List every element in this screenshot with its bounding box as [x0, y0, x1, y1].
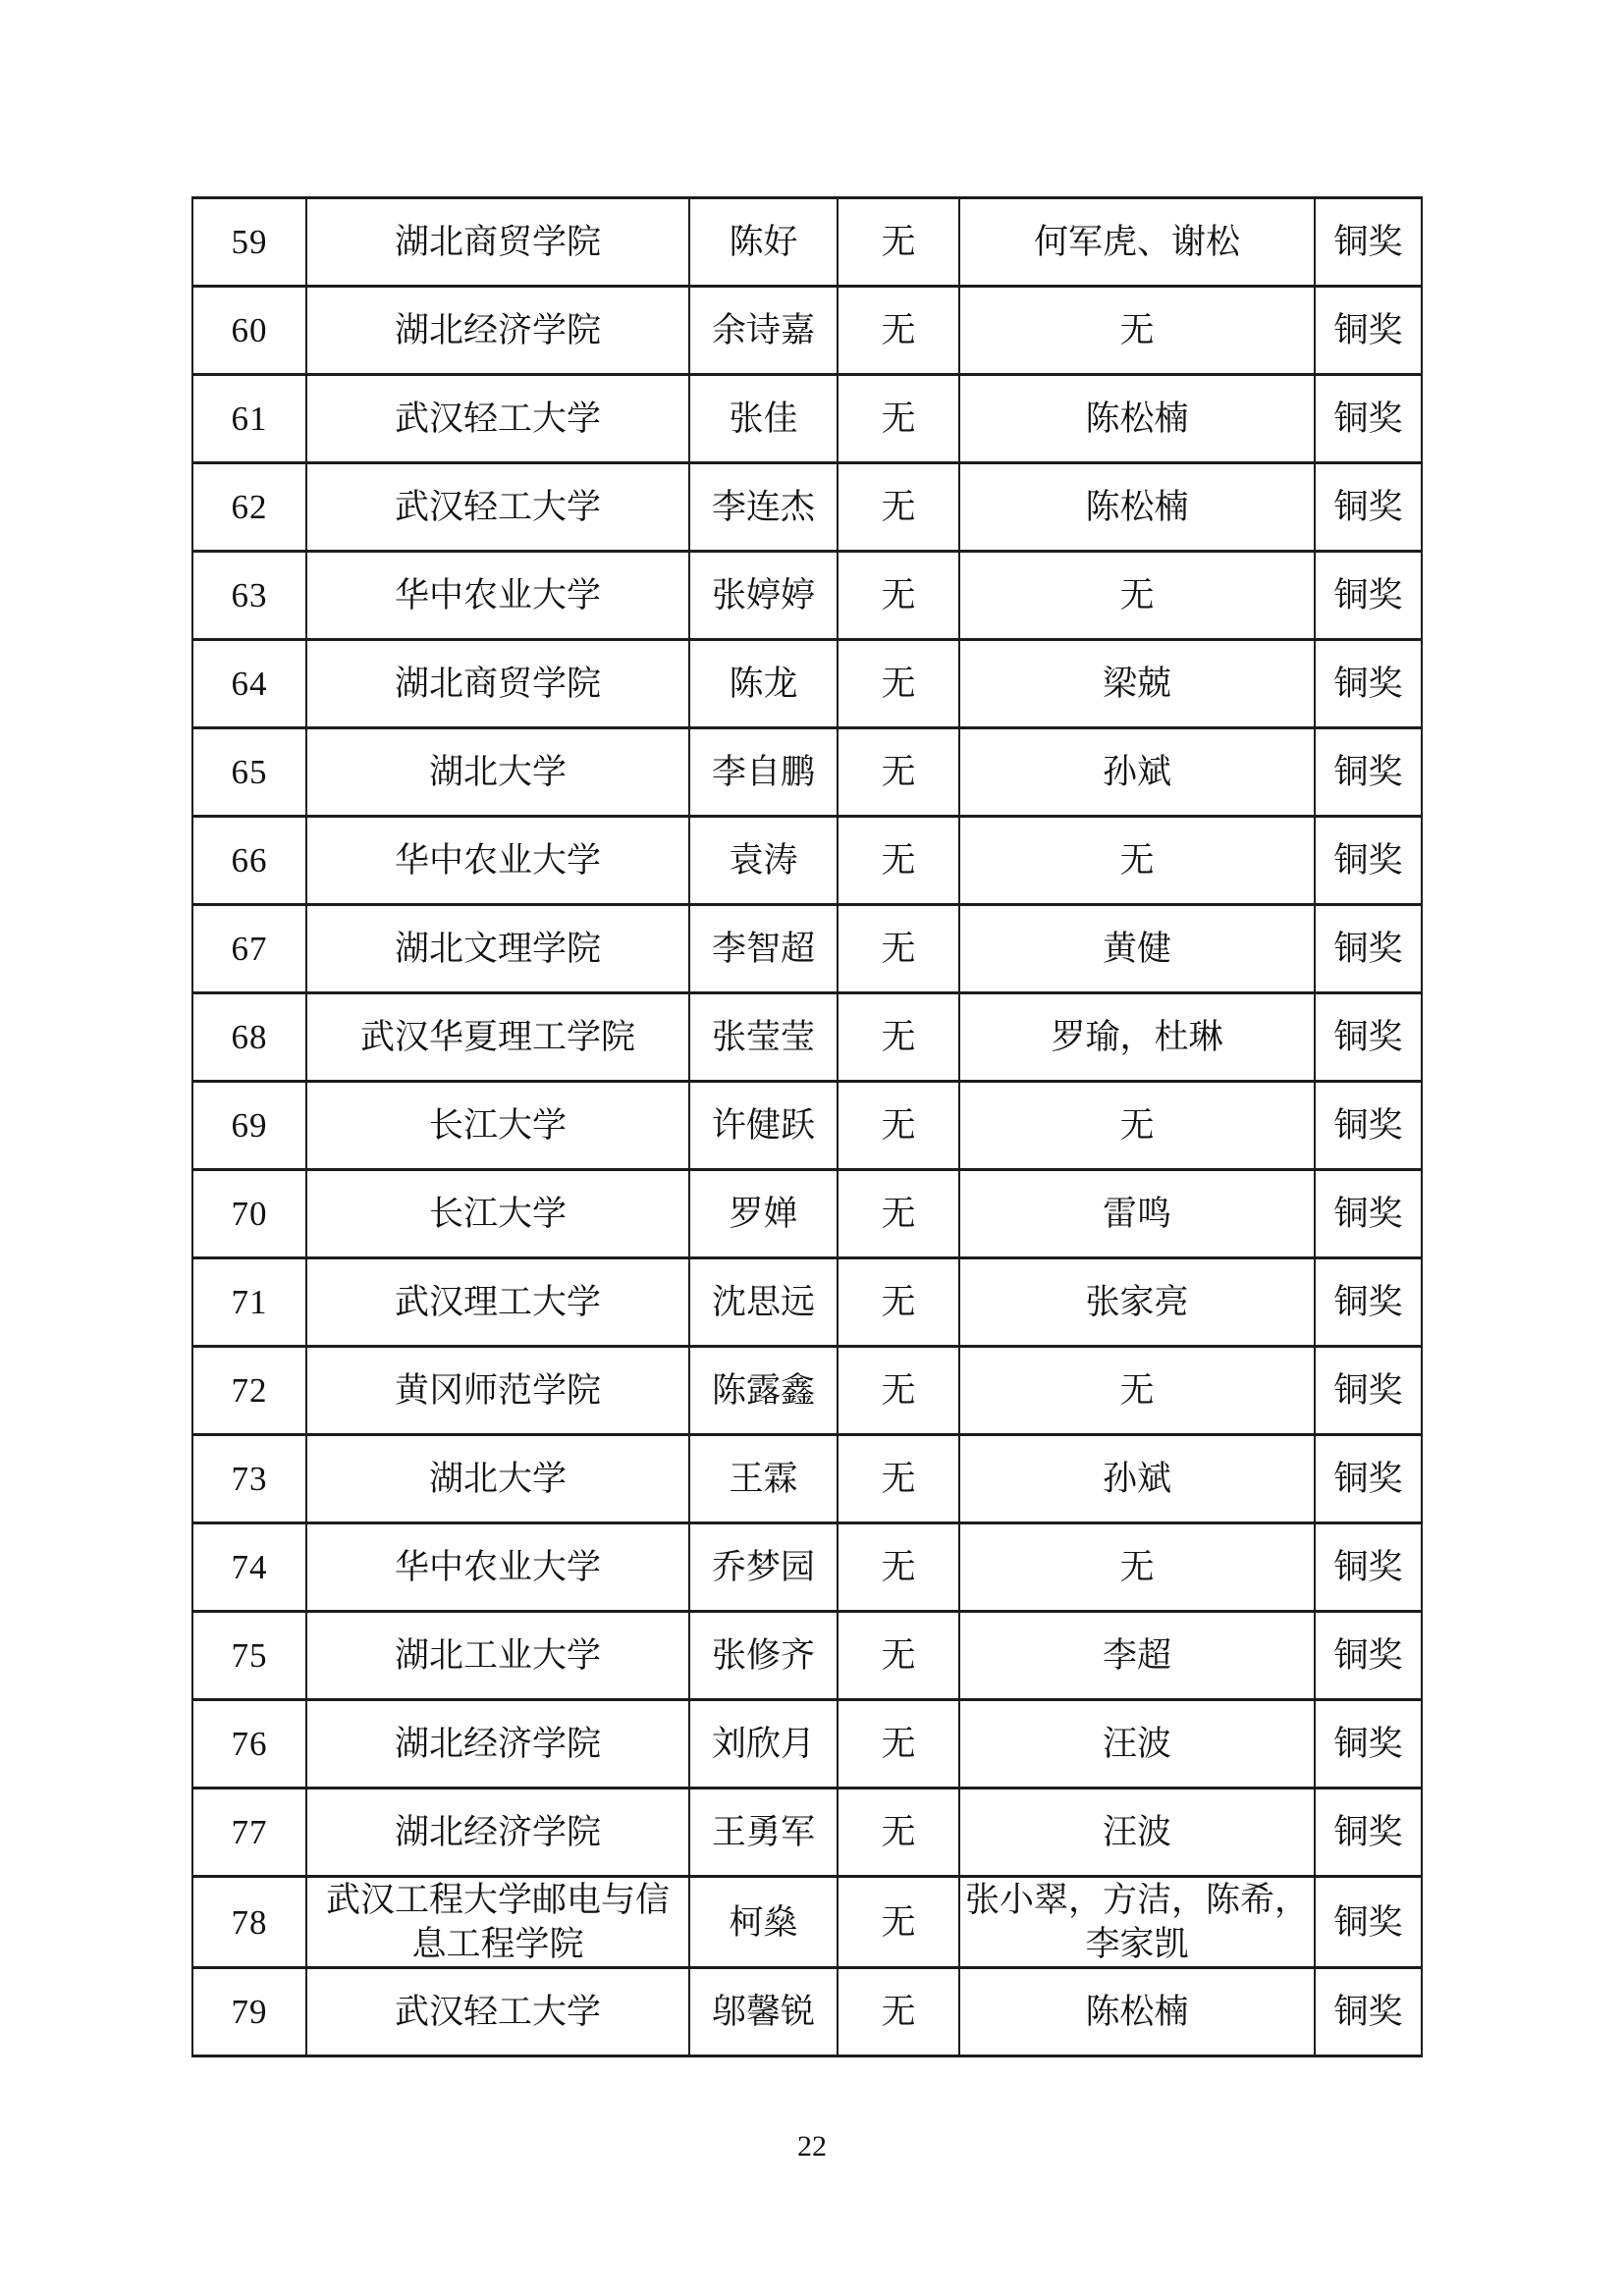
- cell-no: 69: [192, 1082, 306, 1170]
- award-table-body: [192, 198, 1422, 2056]
- cell-name: 张婷婷: [689, 552, 838, 640]
- cell-collab: 无: [959, 287, 1315, 375]
- cell-collab: 何军虎、谢松: [959, 198, 1315, 287]
- cell-name: 余诗嘉: [689, 287, 838, 375]
- cell-none: 无: [838, 640, 959, 728]
- table-row: [192, 640, 1422, 728]
- cell-award: 铜奖: [1315, 1612, 1422, 1700]
- cell-award: 铜奖: [1315, 1435, 1422, 1523]
- table-row: [192, 1523, 1422, 1612]
- table-row: [192, 1789, 1422, 1877]
- table-row: [192, 1082, 1422, 1170]
- cell-collab: 孙斌: [959, 728, 1315, 817]
- table-row: [192, 1700, 1422, 1789]
- award-table: [191, 196, 1423, 2057]
- cell-award: 铜奖: [1315, 1082, 1422, 1170]
- cell-award: 铜奖: [1315, 993, 1422, 1082]
- table-row: [192, 1347, 1422, 1435]
- cell-name: 张佳: [689, 375, 838, 463]
- cell-collab: 陈松楠: [959, 463, 1315, 552]
- cell-no: 67: [192, 905, 306, 993]
- cell-no: 62: [192, 463, 306, 552]
- cell-award: 铜奖: [1315, 1877, 1422, 1968]
- cell-award: 铜奖: [1315, 198, 1422, 287]
- cell-name: 李连杰: [689, 463, 838, 552]
- table-row: [192, 993, 1422, 1082]
- page-number: 22: [797, 2130, 827, 2163]
- cell-no: 68: [192, 993, 306, 1082]
- cell-award: 铜奖: [1315, 1170, 1422, 1258]
- cell-none: 无: [838, 1789, 959, 1877]
- cell-school: 武汉理工大学: [306, 1258, 689, 1347]
- cell-no: 72: [192, 1347, 306, 1435]
- cell-school: 湖北大学: [306, 1435, 689, 1523]
- cell-name: 张修齐: [689, 1612, 838, 1700]
- cell-none: 无: [838, 728, 959, 817]
- cell-award: 铜奖: [1315, 1700, 1422, 1789]
- cell-name: 陈露鑫: [689, 1347, 838, 1435]
- cell-award: 铜奖: [1315, 817, 1422, 905]
- cell-award: 铜奖: [1315, 1523, 1422, 1612]
- cell-school: 长江大学: [306, 1082, 689, 1170]
- cell-collab: 无: [959, 817, 1315, 905]
- cell-no: 64: [192, 640, 306, 728]
- table-row: [192, 1170, 1422, 1258]
- cell-award: 铜奖: [1315, 1789, 1422, 1877]
- cell-no: 65: [192, 728, 306, 817]
- cell-school: 长江大学: [306, 1170, 689, 1258]
- cell-school: 武汉轻工大学: [306, 375, 689, 463]
- table-row: [192, 1258, 1422, 1347]
- table-row: [192, 1435, 1422, 1523]
- cell-collab: 黄健: [959, 905, 1315, 993]
- cell-collab: 梁兢: [959, 640, 1315, 728]
- cell-none: 无: [838, 1435, 959, 1523]
- cell-none: 无: [838, 1082, 959, 1170]
- cell-award: 铜奖: [1315, 287, 1422, 375]
- cell-award: 铜奖: [1315, 552, 1422, 640]
- cell-no: 61: [192, 375, 306, 463]
- cell-award: 铜奖: [1315, 1258, 1422, 1347]
- cell-name: 袁涛: [689, 817, 838, 905]
- cell-collab: 汪波: [959, 1789, 1315, 1877]
- cell-school: 湖北经济学院: [306, 1789, 689, 1877]
- cell-school: 华中农业大学: [306, 1523, 689, 1612]
- cell-school: 武汉轻工大学: [306, 463, 689, 552]
- cell-collab: 无: [959, 1523, 1315, 1612]
- cell-none: 无: [838, 1170, 959, 1258]
- cell-school: 武汉华夏理工学院: [306, 993, 689, 1082]
- cell-collab: 张家亮: [959, 1258, 1315, 1347]
- cell-collab: 罗瑜，杜琳: [959, 993, 1315, 1082]
- cell-none: 无: [838, 993, 959, 1082]
- cell-name: 罗婵: [689, 1170, 838, 1258]
- cell-no: 70: [192, 1170, 306, 1258]
- cell-name: 邬馨锐: [689, 1968, 838, 2056]
- cell-none: 无: [838, 463, 959, 552]
- table-row: [192, 728, 1422, 817]
- cell-award: 铜奖: [1315, 463, 1422, 552]
- cell-name: 陈好: [689, 198, 838, 287]
- cell-none: 无: [838, 375, 959, 463]
- cell-none: 无: [838, 1258, 959, 1347]
- table-row: [192, 463, 1422, 552]
- cell-collab: 无: [959, 1347, 1315, 1435]
- cell-school: 华中农业大学: [306, 552, 689, 640]
- cell-none: 无: [838, 817, 959, 905]
- cell-collab: 汪波: [959, 1700, 1315, 1789]
- cell-no: 79: [192, 1968, 306, 2056]
- cell-school: 武汉轻工大学: [306, 1968, 689, 2056]
- cell-none: 无: [838, 287, 959, 375]
- cell-no: 78: [192, 1877, 306, 1968]
- cell-name: 柯燊: [689, 1877, 838, 1968]
- cell-no: 73: [192, 1435, 306, 1523]
- cell-collab: 张小翠，方洁，陈希，李家凯: [959, 1877, 1315, 1968]
- cell-name: 陈龙: [689, 640, 838, 728]
- cell-school: 湖北经济学院: [306, 1700, 689, 1789]
- cell-award: 铜奖: [1315, 1347, 1422, 1435]
- cell-award: 铜奖: [1315, 905, 1422, 993]
- cell-none: 无: [838, 1347, 959, 1435]
- cell-name: 李自鹏: [689, 728, 838, 817]
- cell-award: 铜奖: [1315, 1968, 1422, 2056]
- cell-name: 张莹莹: [689, 993, 838, 1082]
- cell-school: 湖北商贸学院: [306, 198, 689, 287]
- cell-no: 59: [192, 198, 306, 287]
- cell-none: 无: [838, 1968, 959, 2056]
- cell-school: 湖北工业大学: [306, 1612, 689, 1700]
- cell-none: 无: [838, 552, 959, 640]
- cell-school: 湖北大学: [306, 728, 689, 817]
- cell-collab: 孙斌: [959, 1435, 1315, 1523]
- cell-collab: 李超: [959, 1612, 1315, 1700]
- cell-no: 63: [192, 552, 306, 640]
- table-row: [192, 905, 1422, 993]
- table-row: [192, 817, 1422, 905]
- cell-school: 黄冈师范学院: [306, 1347, 689, 1435]
- cell-collab: 无: [959, 552, 1315, 640]
- cell-collab: 陈松楠: [959, 375, 1315, 463]
- cell-none: 无: [838, 1877, 959, 1968]
- cell-none: 无: [838, 1612, 959, 1700]
- cell-none: 无: [838, 1700, 959, 1789]
- table-row: [192, 198, 1422, 287]
- cell-name: 刘欣月: [689, 1700, 838, 1789]
- table-row: [192, 1612, 1422, 1700]
- cell-collab: 雷鸣: [959, 1170, 1315, 1258]
- cell-no: 75: [192, 1612, 306, 1700]
- cell-school: 华中农业大学: [306, 817, 689, 905]
- cell-award: 铜奖: [1315, 728, 1422, 817]
- cell-no: 71: [192, 1258, 306, 1347]
- cell-none: 无: [838, 198, 959, 287]
- cell-no: 74: [192, 1523, 306, 1612]
- cell-no: 66: [192, 817, 306, 905]
- cell-award: 铜奖: [1315, 640, 1422, 728]
- cell-name: 沈思远: [689, 1258, 838, 1347]
- cell-name: 许健跃: [689, 1082, 838, 1170]
- cell-none: 无: [838, 1523, 959, 1612]
- table-row: [192, 287, 1422, 375]
- cell-award: 铜奖: [1315, 375, 1422, 463]
- cell-name: 乔梦园: [689, 1523, 838, 1612]
- cell-school: 湖北商贸学院: [306, 640, 689, 728]
- table-row: [192, 552, 1422, 640]
- cell-school: 湖北经济学院: [306, 287, 689, 375]
- table-row: [192, 375, 1422, 463]
- cell-none: 无: [838, 905, 959, 993]
- cell-collab: 无: [959, 1082, 1315, 1170]
- cell-name: 王勇军: [689, 1789, 838, 1877]
- cell-school: 湖北文理学院: [306, 905, 689, 993]
- cell-collab: 陈松楠: [959, 1968, 1315, 2056]
- cell-no: 60: [192, 287, 306, 375]
- table-row: [192, 1877, 1422, 1968]
- cell-school: 武汉工程大学邮电与信息工程学院: [306, 1877, 689, 1968]
- cell-no: 76: [192, 1700, 306, 1789]
- cell-no: 77: [192, 1789, 306, 1877]
- cell-name: 王霖: [689, 1435, 838, 1523]
- cell-name: 李智超: [689, 905, 838, 993]
- table-row: [192, 1968, 1422, 2056]
